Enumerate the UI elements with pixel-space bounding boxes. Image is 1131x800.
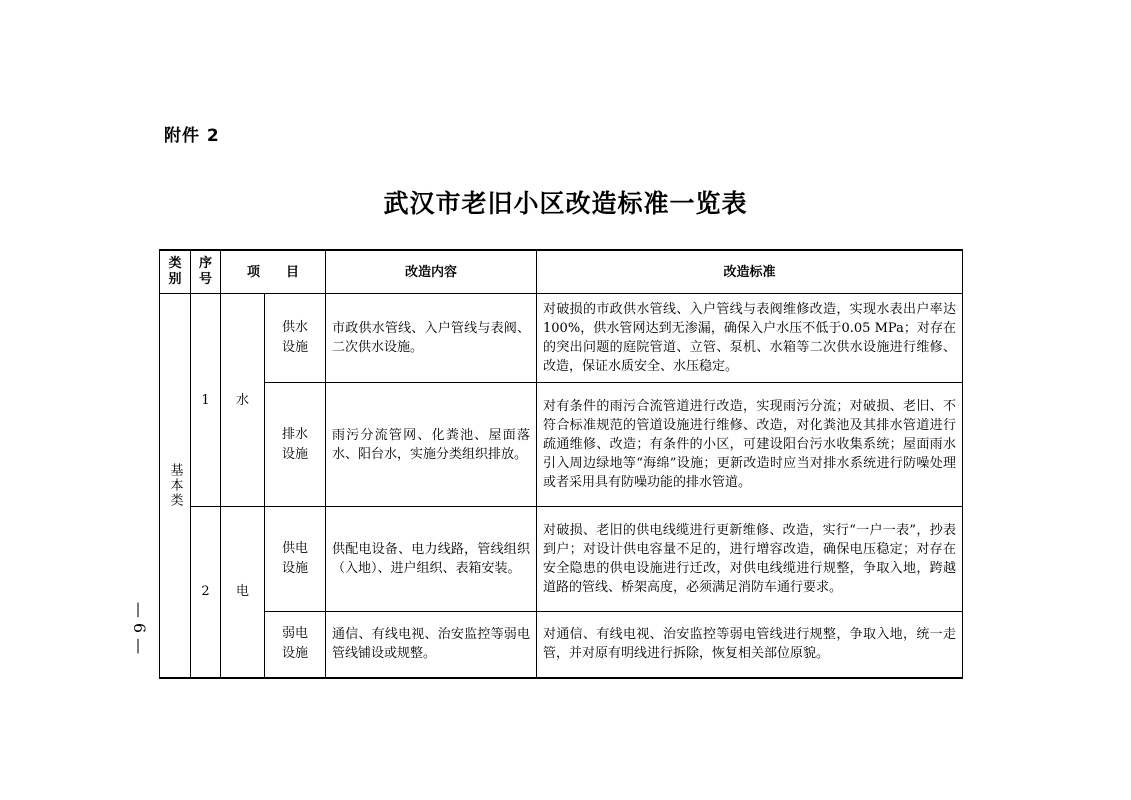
content-cell: 雨污分流管网、化粪池、屋面落水、阳台水，实施分类组织排放。	[326, 383, 537, 507]
renovation-standards-table	[159, 249, 963, 679]
header-content: 改造内容	[326, 250, 537, 294]
table-row	[160, 294, 963, 383]
sub-item-cell: 排水设施	[265, 383, 326, 507]
group-number-cell: 2	[191, 507, 221, 678]
header-category: 类别	[160, 250, 191, 294]
header-number: 序号	[191, 250, 221, 294]
group-number-cell: 1	[191, 294, 221, 507]
content-cell: 供配电设备、电力线路，管线组织（入地）、进户组织、表箱安装。	[326, 507, 537, 612]
table-row	[160, 383, 963, 507]
document-title: 武汉市老旧小区改造标准一览表	[383, 189, 748, 218]
sub-item-cell: 供水设施	[265, 294, 326, 383]
standard-cell: 对破损、老旧的供电线缆进行更新维修、改造，实行“一户一表”，抄表到户；对设计供电容量不足的，进行增容改造，确保电压稳定；对存在安全隐患的供电设施进行迁改，对供电线缆进行规整，争取入地，跨越道路的管线、桥架高度，必须满足消防车通行要求。	[537, 507, 963, 612]
category-label: 基本类	[167, 462, 183, 508]
page-number: — 6 —	[130, 601, 150, 655]
table-row	[160, 612, 963, 678]
content-cell: 市政供水管线、入户管线与表阀、二次供水设施。	[326, 294, 537, 383]
standard-cell: 对破损的市政供水管线、入户管线与表阀维修改造，实现水表出户率达 100%，供水管网达到无渗漏，确保入户水压不低于0.05 MPa；对存在的突出问题的庭院管道、立管、泵机、水箱等二次供水设施进行维修、改造，保证水质安全、水压稳定。	[537, 294, 963, 383]
table-row	[160, 507, 963, 612]
content-cell: 通信、有线电视、治安监控等弱电管线铺设或规整。	[326, 612, 537, 678]
group-name-cell: 电	[221, 507, 265, 678]
header-standard: 改造标准	[537, 250, 963, 294]
standard-cell: 对通信、有线电视、治安监控等弱电管线进行规整，争取入地，统一走管，并对原有明线进行拆除，恢复相关部位原貌。	[537, 612, 963, 678]
group-name-cell: 水	[221, 294, 265, 507]
header-item: 项 目	[221, 250, 326, 294]
attachment-label: 附件 2	[164, 126, 220, 146]
standard-cell: 对有条件的雨污合流管道进行改造，实现雨污分流；对破损、老旧、不符合标准规范的管道设施进行维修、改造，对化粪池及其排水管道进行疏通维修、改造；有条件的小区，可建设阳台污水收集系统；屋面雨水引入周边绿地等“海绵”设施；更新改造时应当对排水系统进行防噪处理或者采用具有防噪功能的排水管道。	[537, 383, 963, 507]
sub-item-cell: 供电设施	[265, 507, 326, 612]
table-header-row	[160, 250, 963, 294]
category-cell	[160, 294, 191, 678]
sub-item-cell: 弱电设施	[265, 612, 326, 678]
